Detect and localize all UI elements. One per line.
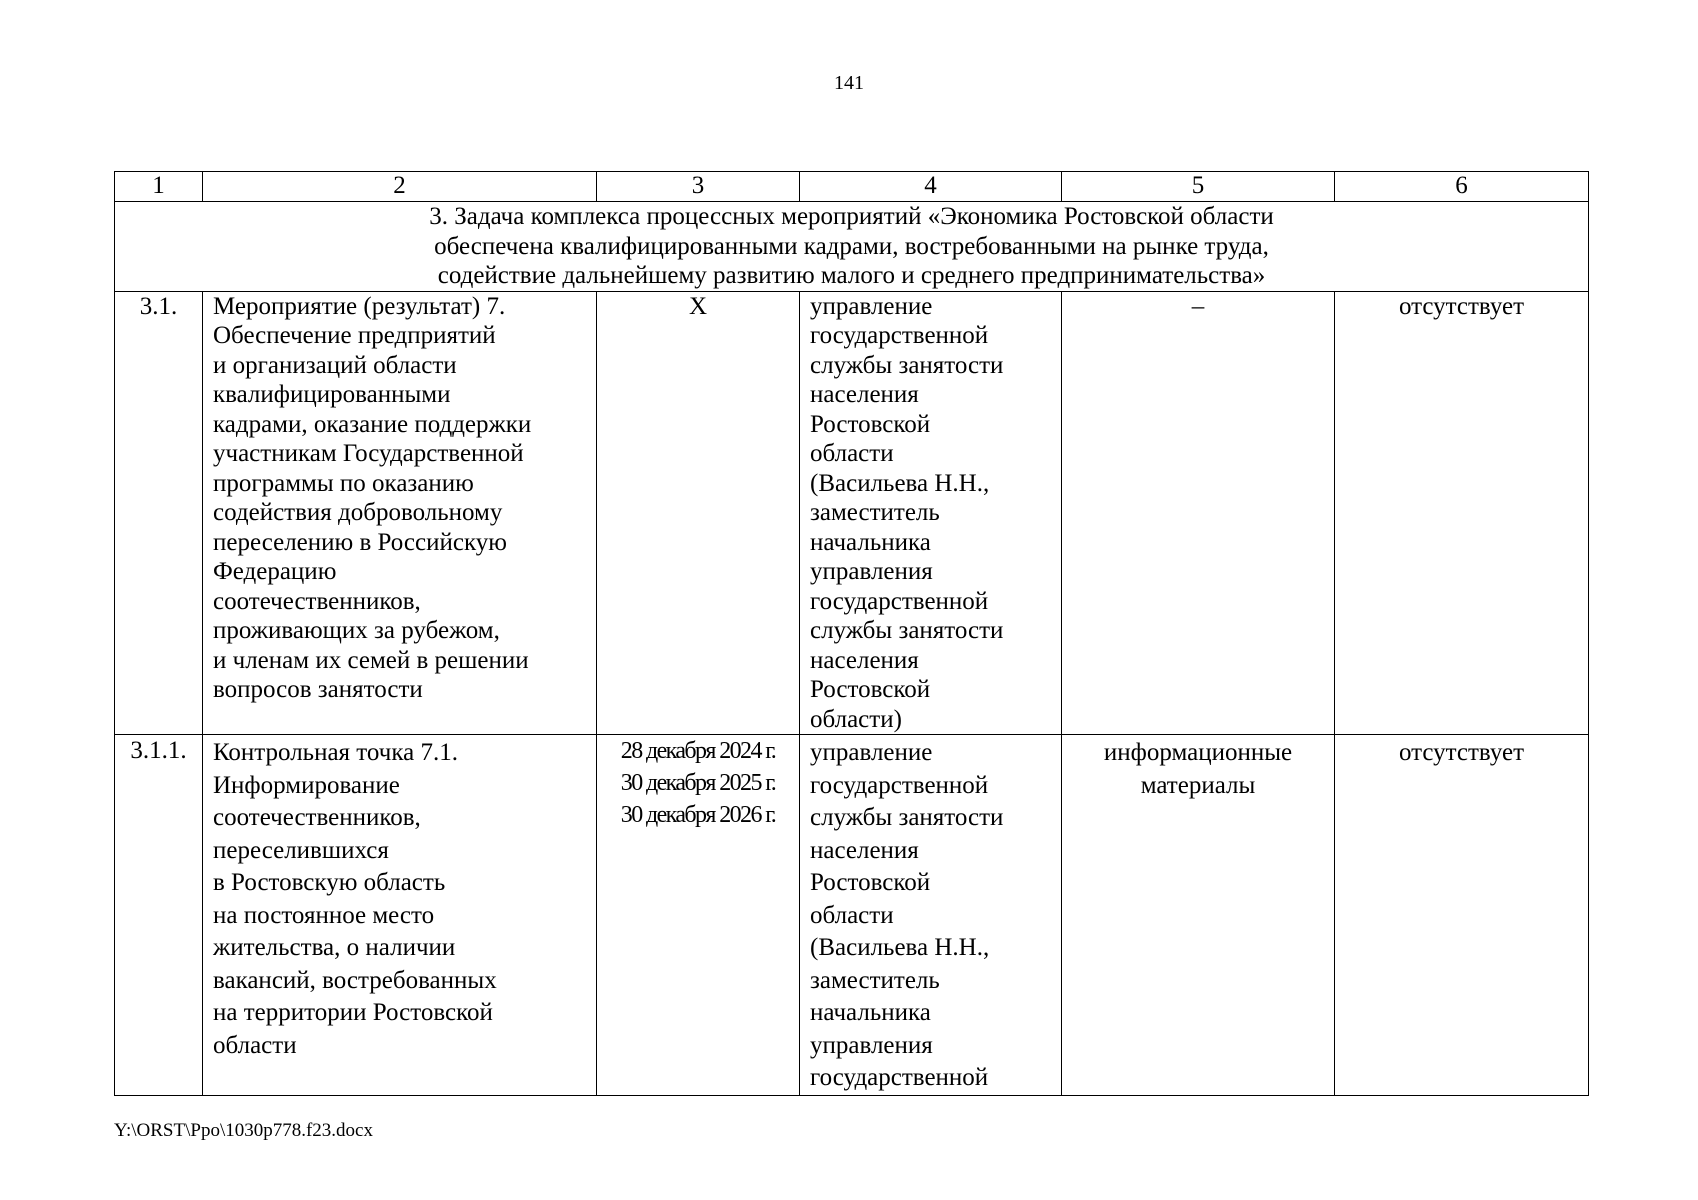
responsible-line: (Васильева Н.Н., [810,469,990,497]
responsible-line: управления [810,1031,933,1059]
responsible-line: населения [810,381,919,408]
row-date [597,735,800,1096]
date-line: 28 декабря 2024 г. [620,738,776,764]
description-line: переселению в Российскую [213,528,507,556]
description-line: вопросов занятости [213,676,423,703]
column-header: 4 [800,172,1062,202]
section-title-row [115,202,1589,292]
responsible-line: заместитель [810,499,940,526]
description-line: Контрольная точка 7.1. [213,739,458,766]
section-title-line: содействие дальнейшему развитию малого и среднего предпринимательства» [437,262,1266,289]
row-date [597,291,800,735]
responsible-line: государственной [810,322,989,349]
responsible-line: управление [810,739,933,766]
description-line: программы по оказанию [213,469,474,497]
description-line: вакансий, востребованных [213,966,497,994]
row-document [1062,735,1335,1096]
description-line: Информирование [213,771,400,799]
page-number: 141 [834,72,864,94]
section-title-line: 3. Задача комплекса процессных мероприятий «Экономика Ростовской области [429,203,1274,230]
responsible-line: Ростовской [810,869,931,896]
description-line: и организаций области [213,351,457,379]
responsible-line: службы занятости [810,804,1004,831]
table-row [115,291,1589,735]
responsible-line: населения [810,646,919,674]
date-line: 30 декабря 2026 г. [620,802,776,828]
column-header: 3 [597,172,800,202]
section-title-line: обеспечена квалифицированными кадрами, востребованными на рынке труда, [434,232,1269,260]
responsible-line: области) [810,705,902,733]
description-line: проживающих за рубежом, [213,617,500,644]
description-line: Федерацию [213,558,337,585]
responsible-line: службы занятости [810,617,1004,644]
description-line: соотечественников, [213,587,421,615]
responsible-line: государственной [810,587,989,615]
responsible-line: (Васильева Н.Н., [810,934,990,961]
date-line: Х [688,292,708,320]
footer-file-path: Y:\ORST\Ppo\1030p778.f23.docx [114,1120,373,1141]
responsible-line: государственной [810,771,989,799]
row-info-system: отсутствует [1335,291,1589,735]
description-line: Обеспечение предприятий [213,322,496,349]
description-line: на постоянное место [213,901,435,929]
section-title [115,202,1589,292]
column-header: 1 [115,172,203,202]
responsible-line: управление [810,292,933,320]
responsible-line: Ростовской [810,410,931,438]
responsible-line: государственной [810,1064,989,1091]
column-header: 2 [203,172,597,202]
row-number: 3.1. [115,291,203,735]
column-header: 5 [1062,172,1335,202]
document-line: материалы [1140,771,1256,799]
description-line: и членам их семей в решении [213,646,529,674]
description-line: содействия добровольному [213,499,503,526]
document-line: – [1191,292,1205,320]
row-info-system: отсутствует [1335,735,1589,1096]
main-table [114,171,1589,1096]
row-responsible [800,735,1062,1096]
description-line: жительства, о наличии [213,934,456,961]
responsible-line: управления [810,558,933,585]
date-line: 30 декабря 2025 г. [620,770,776,796]
responsible-line: области [810,901,894,929]
responsible-line: области [810,440,894,467]
description-line: Мероприятие (результат) 7. [213,292,506,320]
description-line: кадрами, оказание поддержки [213,410,532,438]
description-line: области [213,1031,297,1059]
row-responsible [800,291,1062,735]
row-description [203,291,597,735]
row-number: 3.1.1. [115,735,203,1096]
column-header-row [115,172,1589,202]
responsible-line: службы занятости [810,351,1004,379]
description-line: участникам Государственной [213,440,524,467]
document-line: информационные [1103,739,1293,766]
responsible-line: населения [810,836,919,864]
description-line: в Ростовскую область [213,869,446,896]
description-line: квалифицированными [213,381,451,408]
description-line: на территории Ростовской [213,999,493,1026]
responsible-line: начальника [810,528,931,556]
responsible-line: начальника [810,999,931,1026]
responsible-line: Ростовской [810,676,931,703]
column-header: 6 [1335,172,1589,202]
description-line: переселившихся [213,836,389,864]
row-description [203,735,597,1096]
table-row [115,735,1589,1096]
responsible-line: заместитель [810,966,940,994]
row-document [1062,291,1335,735]
description-line: соотечественников, [213,804,421,831]
